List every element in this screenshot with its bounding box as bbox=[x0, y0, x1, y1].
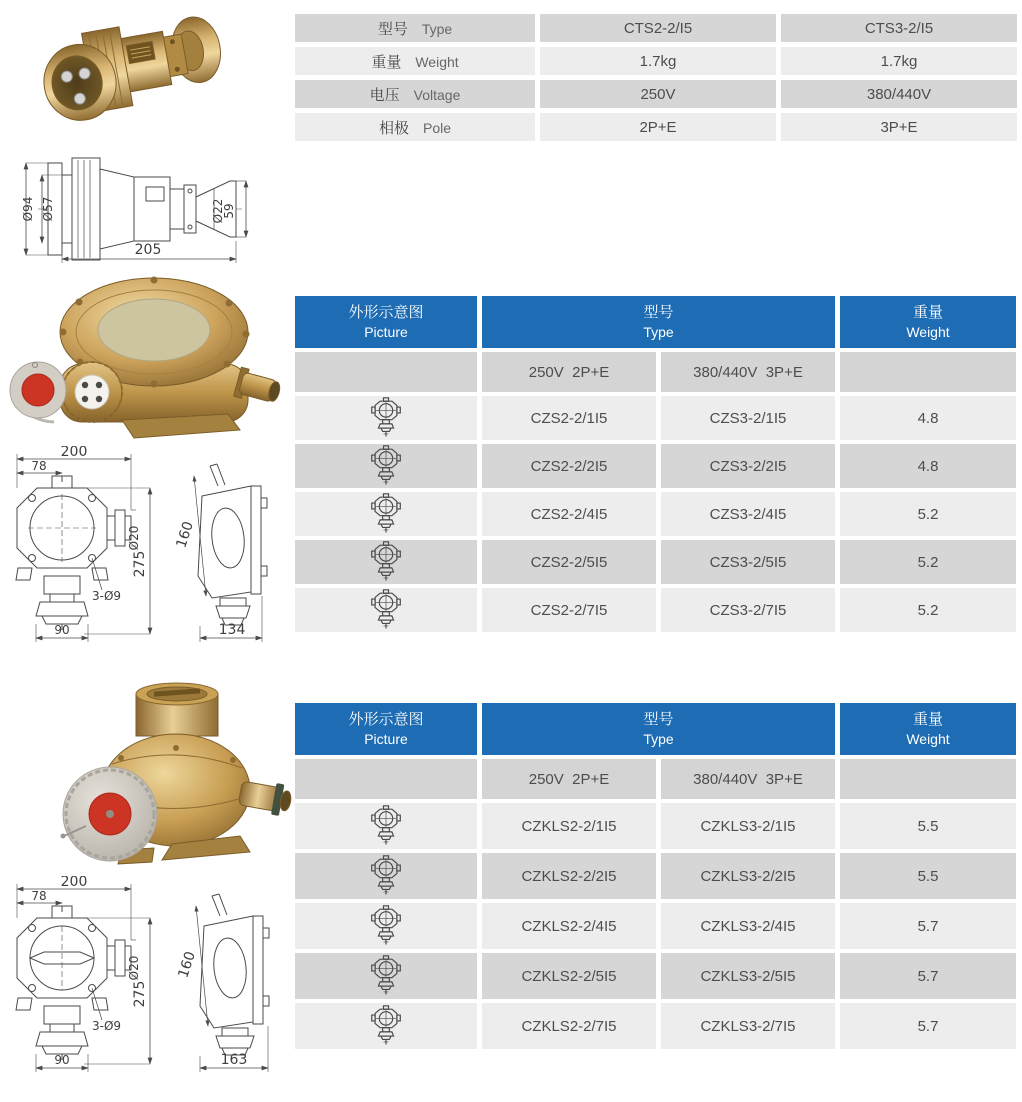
weight-cell: 5.7 bbox=[840, 1003, 1016, 1049]
picture-cell bbox=[295, 444, 477, 488]
interlock-socket-table bbox=[295, 703, 1016, 1049]
spec-label: 电压 Voltage bbox=[295, 80, 535, 108]
weight-cell: 5.2 bbox=[840, 492, 1016, 536]
socket-drawing-icon bbox=[370, 589, 402, 631]
subheader-weight-spacer bbox=[840, 759, 1016, 799]
plug-dimension-drawing bbox=[18, 155, 268, 265]
dim-height: 275 bbox=[132, 980, 148, 1008]
model-cell: CZS2-2/5I5 bbox=[482, 540, 656, 584]
model-cell: CZKLS2-2/5I5 bbox=[482, 953, 656, 999]
socket-drawing-icon bbox=[370, 955, 402, 997]
dim-spout-diameter: Ø20 bbox=[127, 955, 141, 981]
interlock-socket-photo bbox=[26, 678, 294, 876]
column-header-picture: 外形示意图 Picture bbox=[295, 296, 477, 348]
socket-table bbox=[295, 296, 1016, 632]
weight-cell: 4.8 bbox=[840, 444, 1016, 488]
picture-cell bbox=[295, 492, 477, 536]
socket-drawing-icon bbox=[370, 805, 402, 847]
socket-drawing-icon bbox=[370, 493, 402, 535]
dim-width: 200 bbox=[60, 876, 88, 890]
picture-cell bbox=[295, 953, 477, 999]
dim-offset: 78 bbox=[31, 889, 47, 903]
socket-drawing-icon bbox=[370, 397, 402, 439]
spec-label: 型号 Type bbox=[295, 14, 535, 42]
weight-cell: 5.2 bbox=[840, 588, 1016, 632]
picture-cell bbox=[295, 396, 477, 440]
model-cell: CZKLS3-2/5I5 bbox=[661, 953, 835, 999]
picture-cell bbox=[295, 803, 477, 849]
model-cell: CZS2-2/2I5 bbox=[482, 444, 656, 488]
model-cell: CZKLS2-2/1I5 bbox=[482, 803, 656, 849]
weight-cell: 5.5 bbox=[840, 853, 1016, 899]
socket-drawing-icon bbox=[370, 855, 402, 897]
model-cell: CZS3-2/4I5 bbox=[661, 492, 835, 536]
spec-value: CTS2-2/I5 bbox=[540, 14, 776, 42]
picture-cell bbox=[295, 1003, 477, 1049]
socket-dimension-drawing bbox=[4, 446, 294, 646]
interlock-socket-dimension-drawing bbox=[4, 876, 294, 1076]
column-header-type: 型号 Type bbox=[482, 703, 835, 755]
spec-value: 380/440V bbox=[781, 80, 1017, 108]
spec-value: 1.7kg bbox=[540, 47, 776, 75]
model-cell: CZS3-2/7I5 bbox=[661, 588, 835, 632]
subheader-variant-right: 380/440V 3P+E bbox=[661, 352, 835, 392]
dim-side-width: 134 bbox=[218, 622, 246, 638]
picture-cell bbox=[295, 540, 477, 584]
model-cell: CZKLS2-2/7I5 bbox=[482, 1003, 656, 1049]
dim-mount-holes: 3-Ø9 bbox=[92, 1019, 122, 1033]
plug-photo bbox=[28, 2, 233, 154]
subheader-picture-spacer bbox=[295, 352, 477, 392]
dim-offset: 78 bbox=[31, 459, 47, 473]
dim-spout-diameter: Ø20 bbox=[127, 525, 141, 551]
spec-label: 相极 Pole bbox=[295, 113, 535, 141]
subheader-picture-spacer bbox=[295, 759, 477, 799]
picture-cell bbox=[295, 903, 477, 949]
model-cell: CZKLS2-2/4I5 bbox=[482, 903, 656, 949]
dim-outer-diameter: Ø94 bbox=[21, 196, 35, 222]
socket-drawing-icon bbox=[370, 905, 402, 947]
model-cell: CZKLS3-2/2I5 bbox=[661, 853, 835, 899]
spec-value: 250V bbox=[540, 80, 776, 108]
picture-cell bbox=[295, 853, 477, 899]
model-cell: CZS2-2/4I5 bbox=[482, 492, 656, 536]
socket-drawing-icon bbox=[370, 1005, 402, 1047]
model-cell: CZS3-2/5I5 bbox=[661, 540, 835, 584]
model-cell: CZS3-2/2I5 bbox=[661, 444, 835, 488]
subheader-variant-left: 250V 2P+E bbox=[482, 759, 656, 799]
column-header-weight: 重量 Weight bbox=[840, 296, 1016, 348]
dim-length: 205 bbox=[134, 242, 162, 258]
dim-height: 275 bbox=[132, 550, 148, 578]
subheader-variant-left: 250V 2P+E bbox=[482, 352, 656, 392]
dim-width: 200 bbox=[60, 446, 88, 460]
weight-cell: 5.7 bbox=[840, 903, 1016, 949]
dim-mount-holes: 3-Ø9 bbox=[92, 589, 122, 603]
socket-photo bbox=[2, 268, 294, 448]
dim-bell-diameter: 59 bbox=[222, 203, 236, 219]
dim-side-height: 160 bbox=[175, 949, 199, 980]
dim-inner-diameter: Ø57 bbox=[41, 196, 55, 222]
model-cell: CZKLS3-2/4I5 bbox=[661, 903, 835, 949]
spec-value: CTS3-2/I5 bbox=[781, 14, 1017, 42]
weight-cell: 4.8 bbox=[840, 396, 1016, 440]
column-header-type: 型号 Type bbox=[482, 296, 835, 348]
column-header-weight: 重量 Weight bbox=[840, 703, 1016, 755]
socket-drawing-icon bbox=[370, 445, 402, 487]
weight-cell: 5.7 bbox=[840, 953, 1016, 999]
weight-cell: 5.5 bbox=[840, 803, 1016, 849]
spec-value: 2P+E bbox=[540, 113, 776, 141]
model-cell: CZKLS3-2/7I5 bbox=[661, 1003, 835, 1049]
model-cell: CZS2-2/7I5 bbox=[482, 588, 656, 632]
dim-cable-diameter: Ø22 bbox=[211, 198, 225, 224]
model-cell: CZS3-2/1I5 bbox=[661, 396, 835, 440]
dim-side-height: 160 bbox=[173, 519, 197, 550]
spec-value: 3P+E bbox=[781, 113, 1017, 141]
dim-base-width: 90 bbox=[54, 623, 70, 637]
socket-drawing-icon bbox=[370, 541, 402, 583]
plug-spec-table bbox=[295, 14, 1017, 141]
model-cell: CZKLS3-2/1I5 bbox=[661, 803, 835, 849]
picture-cell bbox=[295, 588, 477, 632]
spec-label: 重量 Weight bbox=[295, 47, 535, 75]
model-cell: CZS2-2/1I5 bbox=[482, 396, 656, 440]
dim-base-width: 90 bbox=[54, 1053, 70, 1067]
weight-cell: 5.2 bbox=[840, 540, 1016, 584]
dim-side-width: 163 bbox=[220, 1052, 248, 1068]
model-cell: CZKLS2-2/2I5 bbox=[482, 853, 656, 899]
spec-value: 1.7kg bbox=[781, 47, 1017, 75]
subheader-weight-spacer bbox=[840, 352, 1016, 392]
subheader-variant-right: 380/440V 3P+E bbox=[661, 759, 835, 799]
column-header-picture: 外形示意图 Picture bbox=[295, 703, 477, 755]
